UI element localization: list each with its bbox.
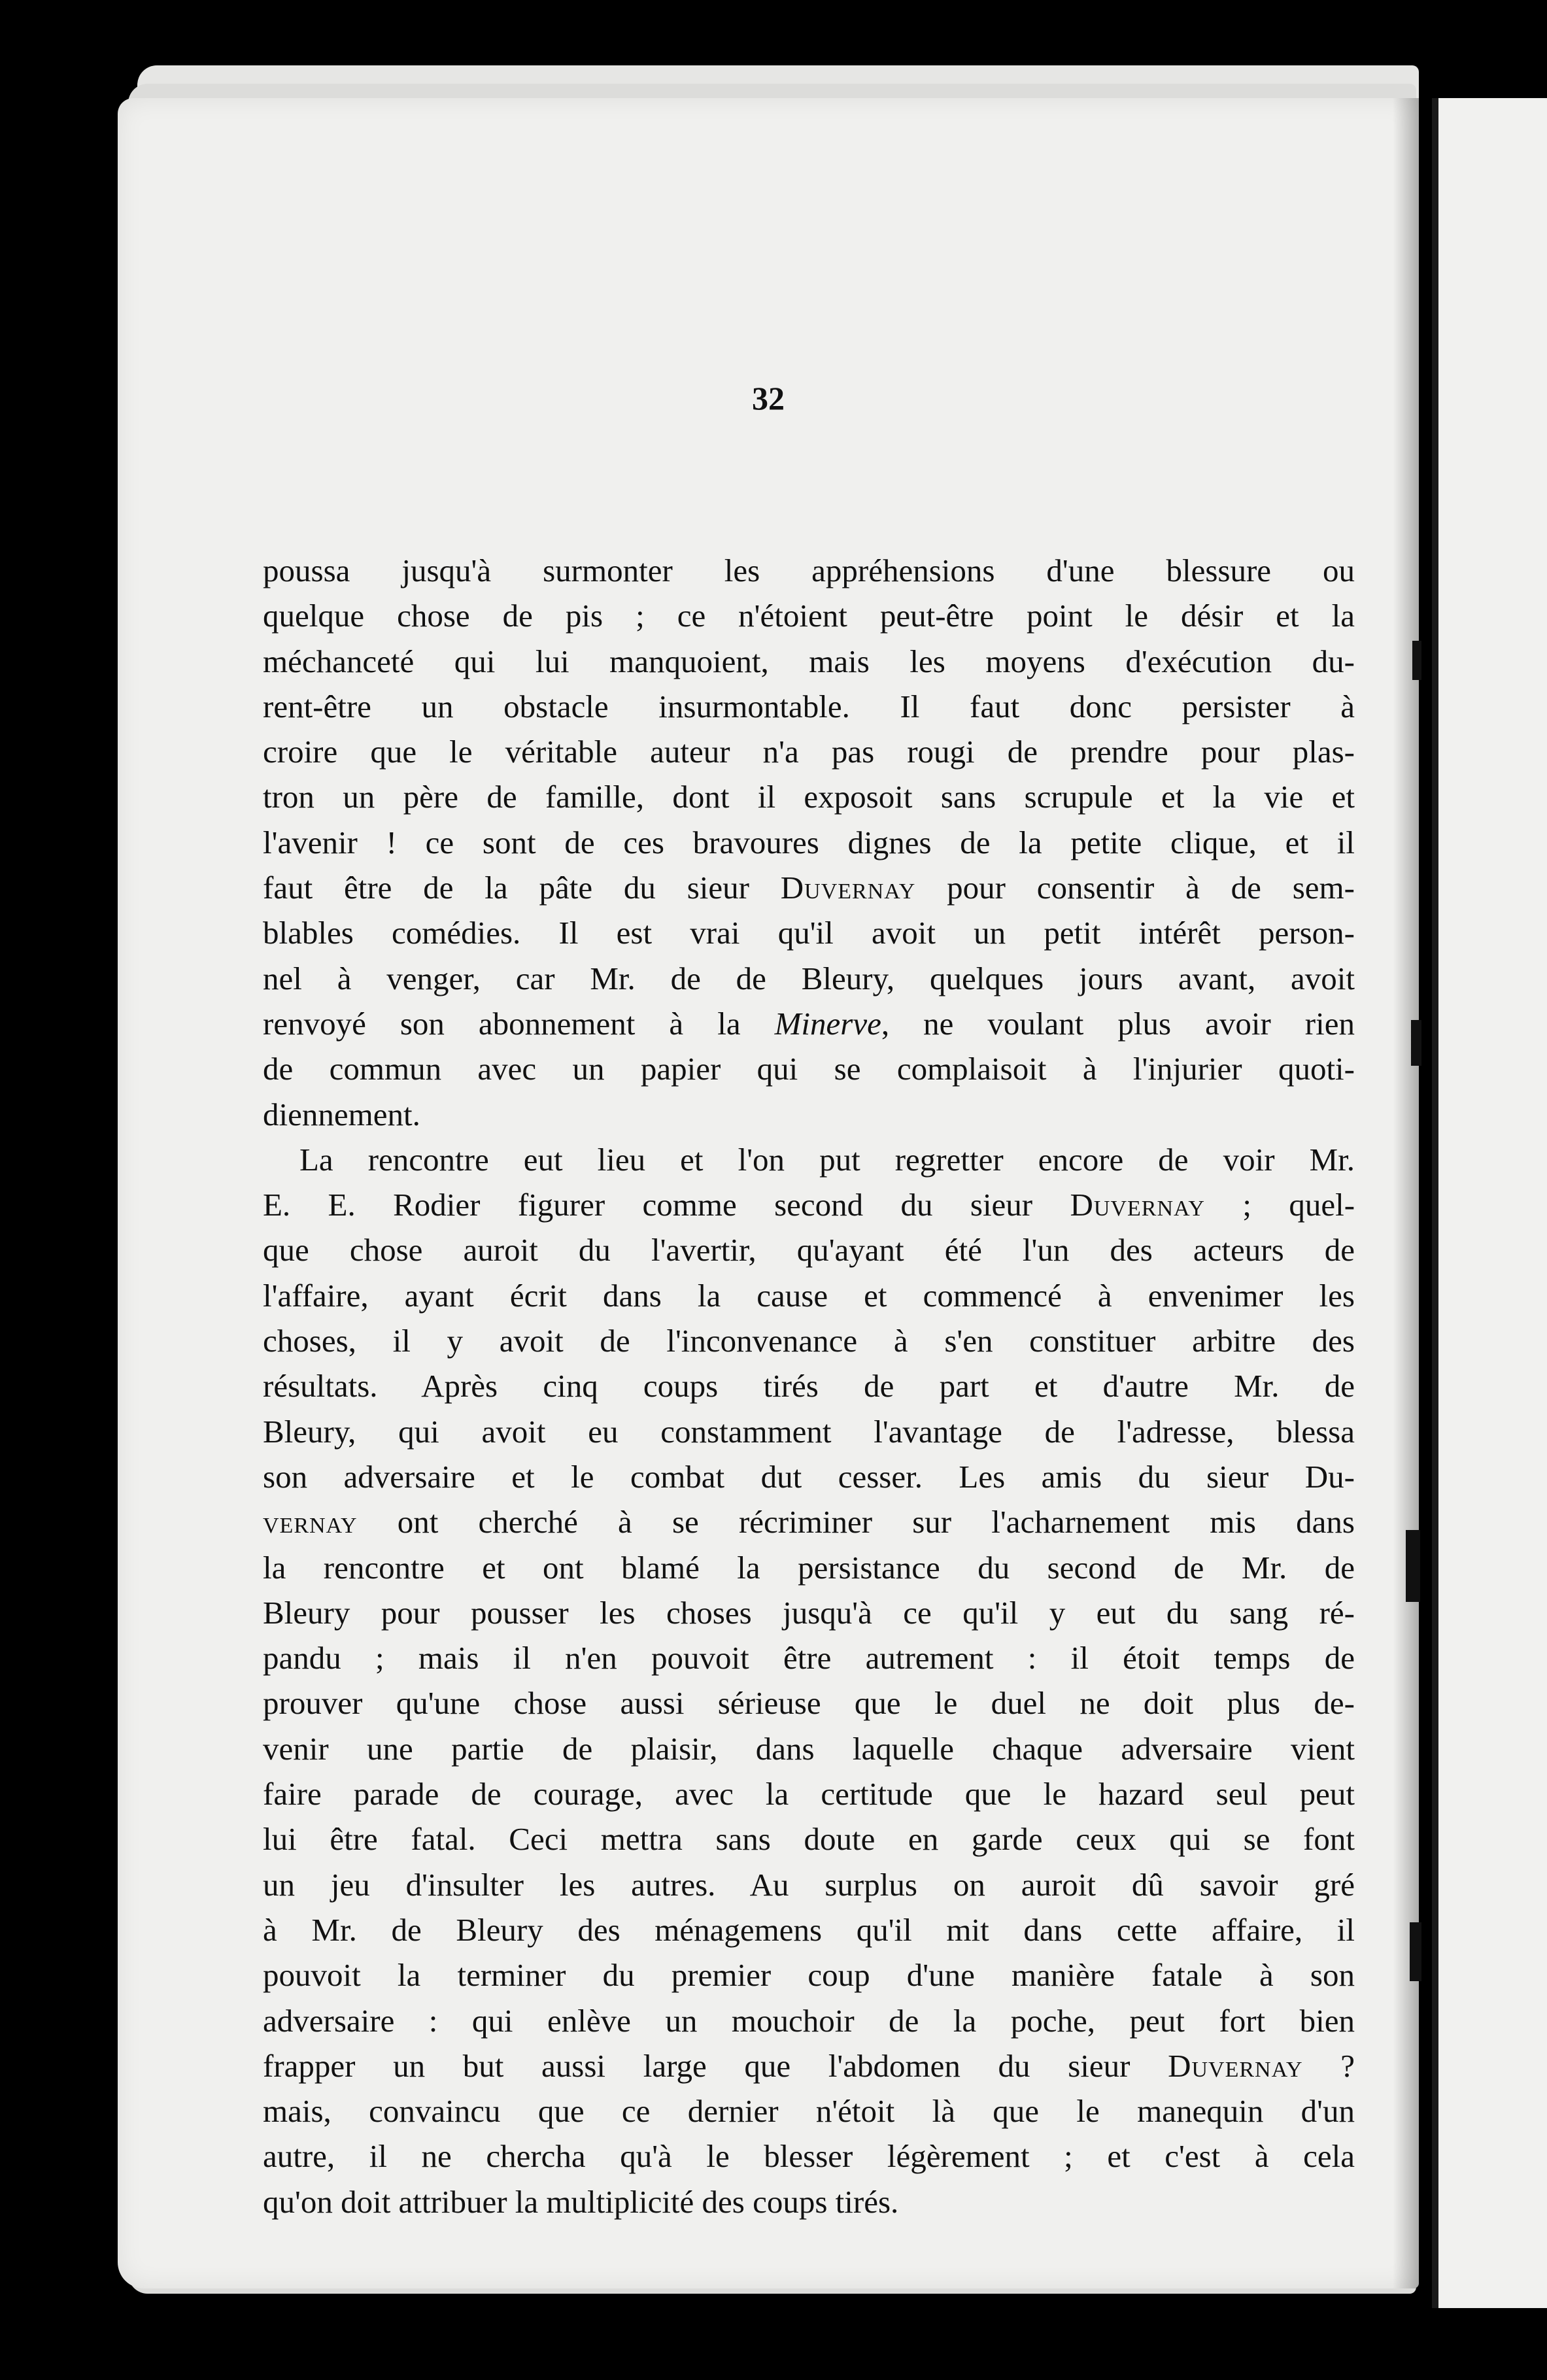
text-segment: ont cherché à se récriminer sur l'acharnement mis dans: [357, 1504, 1355, 1540]
text-line: [263, 1363, 1355, 1408]
text-line: [263, 2179, 1355, 2224]
text-segment: frapper un but aussi large que l'abdomen du sieur: [263, 2047, 1168, 2084]
italic-title: Minerve: [774, 1005, 881, 1042]
text-segment: croire que le véritable auteur n'a pas rougi de prendre pour plas-: [263, 734, 1355, 770]
text-segment: l'affaire, ayant écrit dans la cause et commencé à envenimer les: [263, 1277, 1355, 1314]
ink-mark: [1411, 1020, 1421, 1066]
ink-mark: [1412, 641, 1421, 680]
text-segment: un jeu d'insulter les autres. Au surplus on auroit dû savoir gré: [263, 1866, 1355, 1903]
text-segment: La rencontre eut lieu et l'on put regretter encore de voir Mr.: [299, 1141, 1355, 1178]
text-segment: à Mr. de Bleury des ménagemens qu'il mit dans cette affaire, il: [263, 1911, 1355, 1948]
text-line: [263, 774, 1355, 819]
text-line: [263, 1816, 1355, 1862]
text-segment: mais, convaincu que ce dernier n'étoit là que le manequin d'un: [263, 2093, 1355, 2130]
text-segment: quelque chose de pis ; ce n'étoient peut-être point le désir et la: [263, 598, 1355, 634]
text-line: [263, 1092, 1355, 1137]
text-segment: poussa jusqu'à surmonter les appréhensions d'une blessure ou: [263, 552, 1355, 588]
text-segment: blables comédies. Il est vrai qu'il avoit un petit intérêt person-: [263, 915, 1355, 951]
text-line: [263, 865, 1355, 910]
text-line: [263, 1635, 1355, 1680]
text-segment: qu'on doit attribuer la multiplicité des coups tirés.: [263, 2183, 899, 2220]
ink-mark: [1410, 1922, 1421, 1981]
text-line: [263, 1590, 1355, 1635]
text-line: [263, 548, 1355, 593]
text-segment: la rencontre et ont blamé la persistance du second de Mr. de: [263, 1549, 1355, 1586]
text-line: [263, 1409, 1355, 1454]
text-segment: faut être de la pâte du sieur: [263, 870, 781, 906]
text-segment: pour consentir à de sem-: [915, 870, 1355, 906]
text-segment: E. E. Rodier figurer comme second du sieur: [263, 1187, 1070, 1223]
text-line: [263, 1454, 1355, 1499]
text-segment: renvoyé son abonnement à la: [263, 1005, 775, 1042]
text-segment: méchanceté qui lui manquoient, mais les moyens d'exécution du-: [263, 643, 1355, 679]
text-segment: de commun avec un papier qui se complaisoit à l'injurier quoti-: [263, 1051, 1355, 1087]
text-segment: , ne voulant plus avoir rien: [881, 1005, 1355, 1042]
facing-page-edge: [1432, 98, 1547, 2308]
body-text: [263, 548, 1355, 2224]
text-line: [263, 2043, 1355, 2088]
text-segment: ; quel-: [1204, 1187, 1355, 1223]
text-line: [263, 1998, 1355, 2043]
text-line: [263, 1862, 1355, 1907]
text-line: [263, 1907, 1355, 1952]
text-segment: pouvoit la terminer du premier coup d'une manière fatale à son: [263, 1957, 1355, 1994]
text-line: [263, 1726, 1355, 1771]
text-segment: lui être fatal. Ceci mettra sans doute en garde ceux qui se font: [263, 1821, 1355, 1858]
text-line: [263, 593, 1355, 638]
text-segment: que chose auroit du l'avertir, qu'ayant été l'un des acteurs de: [263, 1232, 1355, 1268]
text-line: [263, 1680, 1355, 1726]
text-line: [263, 1771, 1355, 1816]
text-line: [263, 2088, 1355, 2134]
text-segment: rent-être un obstacle insurmontable. Il faut donc persister à: [263, 688, 1355, 724]
text-line: [263, 820, 1355, 865]
name-smallcaps: Duvernay: [780, 870, 916, 906]
page-number: 32: [752, 380, 785, 416]
text-segment: venir une partie de plaisir, dans laquelle chaque adversaire vient: [263, 1730, 1355, 1767]
text-line: [263, 1227, 1355, 1272]
text-line: [263, 1137, 1355, 1182]
text-segment: adversaire : qui enlève un mouchoir de la poche, peut fort bien: [263, 2002, 1355, 2039]
text-segment: nel à venger, car Mr. de de Bleury, quelques jours avant, avoit: [263, 960, 1355, 996]
text-line: [263, 1952, 1355, 1998]
text-line: [263, 1046, 1355, 1091]
text-segment: tron un père de famille, dont il exposoit sans scrupule et la vie et: [263, 779, 1355, 815]
text-segment: choses, il y avoit de l'inconvenance à s'en constituer arbitre des: [263, 1323, 1355, 1359]
ink-mark: [1406, 1530, 1420, 1602]
text-line: [263, 2134, 1355, 2179]
text-segment: son adversaire et le combat dut cesser. Les amis du sieur Du-: [263, 1458, 1355, 1495]
text-line: [263, 684, 1355, 729]
text-line: [263, 1545, 1355, 1590]
name-smallcaps: Duvernay: [1168, 2047, 1303, 2084]
text-segment: diennement.: [263, 1096, 420, 1132]
text-line: [263, 729, 1355, 774]
name-smallcaps: vernay: [263, 1504, 358, 1540]
book-page: [118, 98, 1419, 2288]
text-segment: l'avenir ! ce sont de ces bravoures dignes de la petite clique, et il: [263, 824, 1355, 860]
text-line: [263, 1273, 1355, 1318]
text-line: [263, 639, 1355, 684]
text-line: [263, 1499, 1355, 1544]
name-smallcaps: Duvernay: [1070, 1187, 1205, 1223]
text-segment: faire parade de courage, avec la certitude que le hazard seul peut: [263, 1776, 1355, 1812]
text-line: [263, 1182, 1355, 1227]
text-segment: prouver qu'une chose aussi sérieuse que le duel ne doit plus de-: [263, 1685, 1355, 1722]
text-line: [263, 1318, 1355, 1363]
text-segment: ?: [1302, 2047, 1355, 2084]
text-segment: autre, il ne chercha qu'à le blesser légèrement ; et c'est à cela: [263, 2138, 1355, 2175]
text-segment: Bleury, qui avoit eu constamment l'avantage de l'adresse, blessa: [263, 1413, 1355, 1450]
text-line: [263, 910, 1355, 955]
text-line: [263, 956, 1355, 1001]
text-segment: pandu ; mais il n'en pouvoit être autrement : il étoit temps de: [263, 1640, 1355, 1676]
text-segment: résultats. Après cinq coups tirés de part et d'autre Mr. de: [263, 1368, 1355, 1404]
text-segment: Bleury pour pousser les choses jusqu'à ce qu'il y eut du sang ré-: [263, 1594, 1355, 1631]
text-line: [263, 1001, 1355, 1046]
